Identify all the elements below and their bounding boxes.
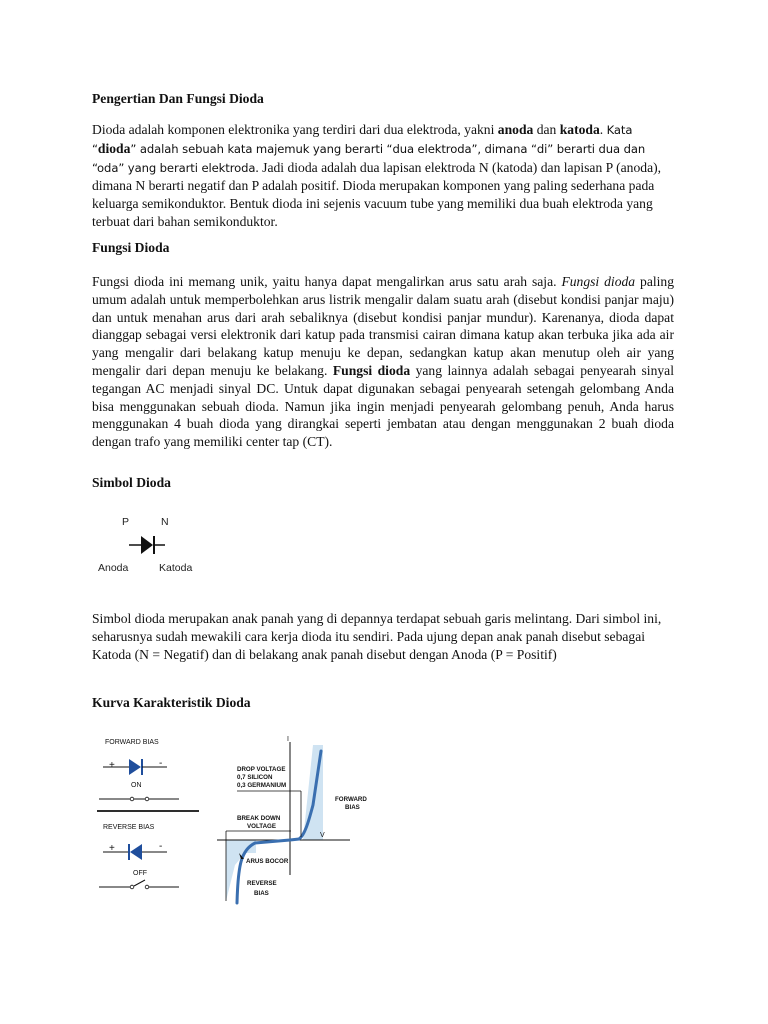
switch-contact bbox=[145, 885, 149, 889]
label-katoda: Katoda bbox=[159, 562, 193, 574]
forward-bias-label: FORWARD BIAS bbox=[105, 739, 159, 746]
fungsi-text: yang lainnya adalah sebagai penyearah sinyal tegangan AC menjadi sinyal DC. Untuk dapat digunakan sebagai penyearah setengah gelombang Anda bisa menggunakan sebuah dioda. Namun jika ingin menjadi penyearah gelombang penuh, Anda harus menggunakan 4 buah dioda yang dirangkai seperti jembatan atau dengan menggunakan 2 buah dioda dengan trafo yang memiliki center tap (CT). bbox=[92, 362, 674, 450]
reverse-curve-label: BIAS bbox=[254, 890, 269, 897]
label-n: N bbox=[161, 516, 169, 528]
switch-contact bbox=[130, 885, 134, 889]
forward-curve-label: BIAS bbox=[345, 804, 360, 811]
breakdown-label: BREAK DOWN bbox=[237, 815, 281, 822]
heading-fungsi: Fungsi Dioda bbox=[92, 240, 170, 255]
drop-silicon-label: 0,7 SILICON bbox=[237, 774, 273, 781]
arus-bocor-label: ARUS BOCOR bbox=[246, 858, 289, 865]
axis-v-label: V bbox=[320, 832, 325, 839]
fungsi-italic: Fungsi dioda bbox=[561, 274, 636, 289]
drop-voltage-label: DROP VOLTAGE bbox=[237, 766, 286, 773]
fungsi-text: paling umum adalah untuk memperbolehkan arus listrik mengalir dalam suatu arah (disebut kondisi panjar maju) dan untuk menahan arus dari arah sebaliknya (disebut kondisi panjar mundur). Karenanya, dioda dapat dianggap sebagai versi elektronik dari katup pada transmisi cairan dimana katup akan terbuka jika ada air yang mengalir dari belakang katup menuju ke depan, sedangkan katup akan menutup oleh air yang mengalir dari depan menuju ke belakang. bbox=[92, 274, 674, 378]
fungsi-bold: Fungsi dioda bbox=[332, 362, 411, 378]
term-katoda: katoda bbox=[559, 122, 600, 137]
forward-curve-label: FORWARD bbox=[335, 796, 367, 803]
heading-simbol: Simbol Dioda bbox=[92, 475, 171, 490]
drop-germanium-label: 0,3 GERMANIUM bbox=[237, 782, 287, 789]
plus-sign: + bbox=[109, 760, 115, 771]
switch-contact bbox=[145, 797, 149, 801]
term-dioda: dioda bbox=[97, 140, 131, 156]
reverse-region-shade bbox=[226, 840, 256, 901]
intro-text: . bbox=[599, 122, 604, 137]
switch-open bbox=[134, 880, 145, 886]
intro-paragraph bbox=[92, 121, 674, 231]
forward-diode-icon bbox=[129, 759, 141, 775]
simbol-paragraph: Simbol dioda merupakan anak panah yang di depannya terdapat sebuah garis melintang. Dari simbol ini, seharusnya sudah mewakili cara kerja dioda itu sendiri. Pada ujung depan anak panah disebut sebagai Katoda (N = Negatif) dan di belakang anak panah disebut dengan Anoda (P = Positif) bbox=[92, 611, 662, 662]
heading-kurva: Kurva Karakteristik Dioda bbox=[92, 695, 251, 710]
breakdown-voltage-label: VOLTAGE bbox=[247, 823, 276, 830]
diode-symbol-figure bbox=[92, 508, 212, 580]
minus-sign: - bbox=[159, 758, 163, 769]
minus-sign: - bbox=[159, 841, 163, 852]
intro-text: dan bbox=[533, 122, 560, 137]
fungsi-paragraph bbox=[92, 273, 674, 451]
label-p: P bbox=[122, 516, 130, 528]
reverse-curve-label: REVERSE bbox=[247, 880, 277, 887]
page-title: Pengertian Dan Fungsi Dioda bbox=[92, 91, 264, 106]
intro-text-sans: Kata “ bbox=[92, 123, 633, 156]
switch-off-label: OFF bbox=[133, 870, 147, 877]
switch-on-label: ON bbox=[131, 782, 142, 789]
term-anoda: anoda bbox=[497, 122, 534, 137]
intro-text-sans: ” adalah sebuah kata majemuk yang berarti “dua elektroda”, dimana “di” berarti dua dan “oda” yang berarti elektroda bbox=[92, 141, 646, 175]
plus-sign: + bbox=[109, 843, 115, 854]
characteristic-figure bbox=[95, 725, 385, 905]
intro-text: Dioda adalah komponen elektronika yang terdiri dari dua elektroda, yakni bbox=[92, 122, 498, 137]
label-anoda: Anoda bbox=[98, 562, 129, 574]
intro-text: . Jadi dioda adalah dua lapisan elektroda N (katoda) dan lapisan P (anoda), dimana N berarti negatif dan P adalah positif. Dioda merupakan komponen yang paling sederhana pada keluarga semikonduktor. Bentuk dioda ini sejenis vacuum tube yang memiliki dua buah elektroda yang terbuat dari bahan semikonduktor. bbox=[92, 159, 662, 229]
fungsi-text: Fungsi dioda ini memang unik, yaitu hanya dapat mengalirkan arus satu arah saja. bbox=[92, 274, 562, 289]
axis-i-label: I bbox=[287, 736, 289, 743]
reverse-bias-label: REVERSE BIAS bbox=[103, 824, 155, 831]
reverse-diode-icon bbox=[130, 844, 142, 860]
diode-arrow-icon bbox=[141, 536, 153, 554]
switch-contact bbox=[130, 797, 134, 801]
